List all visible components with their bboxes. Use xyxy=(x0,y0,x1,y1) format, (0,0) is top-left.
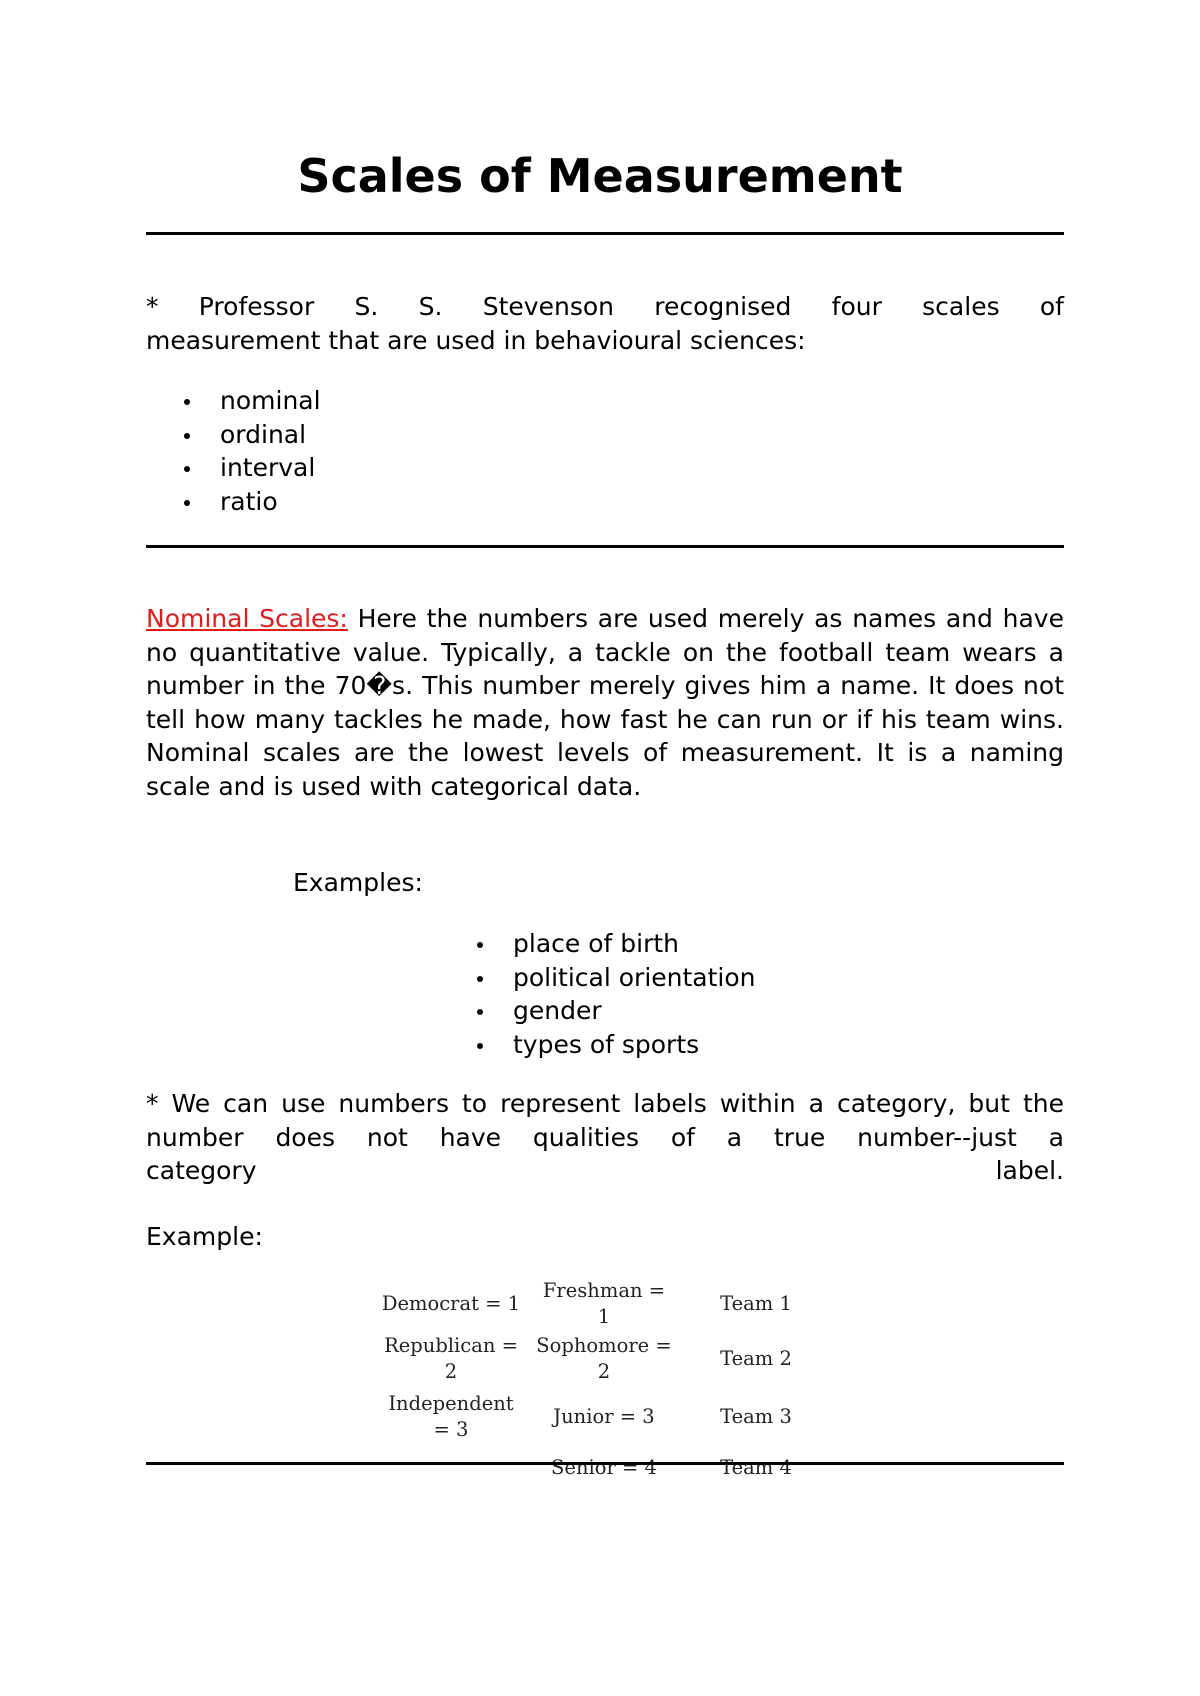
table-cell: Independent = 3 xyxy=(388,1392,514,1441)
table-cell: Team 2 xyxy=(720,1347,792,1370)
table-cell: Sophomore = 2 xyxy=(536,1334,672,1383)
table-row xyxy=(374,1278,832,1330)
table-cell: Team 1 xyxy=(720,1292,792,1315)
list-item: gender xyxy=(439,994,756,1028)
intro-line-2: measurement that are used in behavioural sciences: xyxy=(146,325,806,355)
divider-middle xyxy=(146,545,1064,548)
note-word-category: category xyxy=(146,1156,257,1185)
intro-paragraph xyxy=(146,290,1064,357)
table-row xyxy=(374,1388,832,1446)
note-word-label: label. xyxy=(995,1156,1064,1185)
list-item: nominal xyxy=(146,384,321,418)
example-label: Example: xyxy=(146,1222,263,1251)
examples-list xyxy=(439,927,756,1061)
table-row xyxy=(374,1446,832,1490)
coding-example-table xyxy=(374,1278,832,1490)
note-paragraph xyxy=(146,1087,1064,1188)
list-item: interval xyxy=(146,451,321,485)
table-cell: Team 3 xyxy=(720,1405,792,1428)
nominal-scales-heading: Nominal Scales: xyxy=(146,604,348,633)
divider-bottom xyxy=(146,1462,1064,1465)
nominal-scales-text: Here the numbers are used merely as names and have no quantitative value. Typically, a tackle on the football team wears a number in the 70�s. This number merely gives him a name. It does not tell how many tackles he made, how fast he can run or if his team wins. Nominal scales are the lowest levels of measurement. It is a naming scale and is used with categorical data. xyxy=(146,604,1064,801)
note-last-line xyxy=(146,1154,1064,1188)
list-item: ratio xyxy=(146,485,321,519)
page-title: Scales of Measurement xyxy=(297,149,903,203)
nominal-paragraph xyxy=(146,602,1064,803)
table-cell xyxy=(374,1446,528,1490)
scales-list xyxy=(146,384,321,518)
table-cell: Freshman = 1 xyxy=(542,1279,666,1328)
table-cell: Senior = 4 xyxy=(551,1456,657,1479)
list-item: political orientation xyxy=(439,961,756,995)
table-cell: Team 4 xyxy=(720,1456,792,1479)
table-row xyxy=(374,1330,832,1388)
divider-top xyxy=(146,232,1064,235)
table-cell: Junior = 3 xyxy=(553,1405,655,1428)
examples-label: Examples: xyxy=(293,868,423,897)
table-cell: Democrat = 1 xyxy=(381,1292,521,1315)
list-item: types of sports xyxy=(439,1028,756,1062)
list-item: ordinal xyxy=(146,418,321,452)
intro-line-1: * Professor S. S. Stevenson recognised four scales of xyxy=(146,292,1064,321)
list-item: place of birth xyxy=(439,927,756,961)
note-text: * We can use numbers to represent labels within a category, but the number does not have qualities of a true number--just a xyxy=(146,1089,1064,1152)
table-cell: Republican = 2 xyxy=(384,1334,518,1383)
